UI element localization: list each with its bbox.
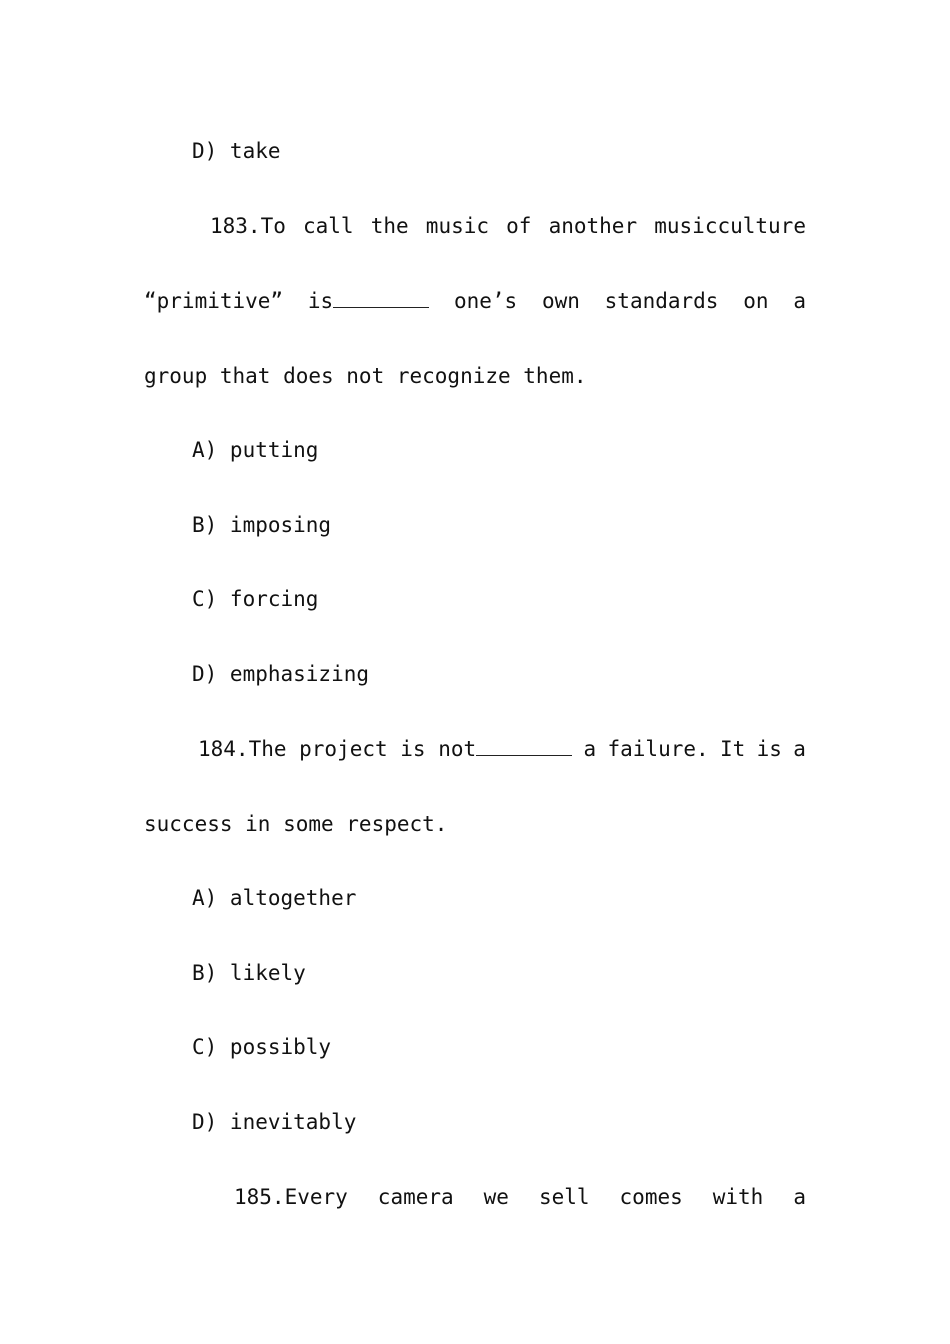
q183-line-2	[144, 289, 806, 313]
q183-word: of	[506, 214, 532, 238]
q183-line-3: group that does not recognize them.	[144, 364, 587, 388]
q184-line-2: success in some respect.	[144, 812, 448, 836]
q183-word: the	[370, 214, 409, 238]
q183-word: on	[743, 289, 769, 313]
q183-word: musicculture	[654, 214, 806, 238]
q184-word: It	[720, 737, 746, 761]
q183-option-b: B) imposing	[192, 513, 332, 537]
q185-word: with	[712, 1185, 764, 1209]
q184-option-a: A) altogether	[192, 886, 357, 910]
q185-word: comes	[619, 1185, 683, 1209]
q184-word: is	[756, 737, 782, 761]
answer-blank	[333, 289, 429, 308]
q184-option-d: D) inevitably	[192, 1110, 357, 1134]
q182-option-d: D) take	[192, 139, 281, 163]
q183-line-1	[210, 214, 806, 238]
q185-line-1	[234, 1185, 806, 1209]
q184-word: failure.	[607, 737, 709, 761]
q184-option-c: C) possibly	[192, 1035, 332, 1059]
q184-word: a	[793, 737, 806, 761]
q183-option-a: A) putting	[192, 438, 319, 462]
answer-blank	[476, 737, 572, 756]
q183-word: “primitive”	[144, 289, 284, 313]
q183-word: music	[425, 214, 490, 238]
q185-word: sell	[538, 1185, 590, 1209]
q183-word: own	[541, 289, 580, 313]
q184-prefix-with-blank: 184.The project is not	[198, 737, 572, 761]
q184-word: a	[583, 737, 597, 761]
q185-word: we	[483, 1185, 509, 1209]
q183-word: a	[793, 289, 806, 313]
q183-word: standards	[604, 289, 719, 313]
q183-word-with-blank: is	[308, 289, 429, 313]
q183-option-c: C) forcing	[192, 587, 319, 611]
q185-word: a	[793, 1185, 806, 1209]
q185-word: camera	[377, 1185, 454, 1209]
q183-word: another	[548, 214, 638, 238]
q183-word: call	[303, 214, 354, 238]
q183-option-d: D) emphasizing	[192, 662, 370, 686]
q183-word: 183.To	[210, 214, 286, 238]
q184-option-b: B) likely	[192, 961, 306, 985]
q185-word: 185.Every	[234, 1185, 348, 1209]
q184-line-1	[198, 737, 806, 761]
q183-word: one’s	[453, 289, 518, 313]
